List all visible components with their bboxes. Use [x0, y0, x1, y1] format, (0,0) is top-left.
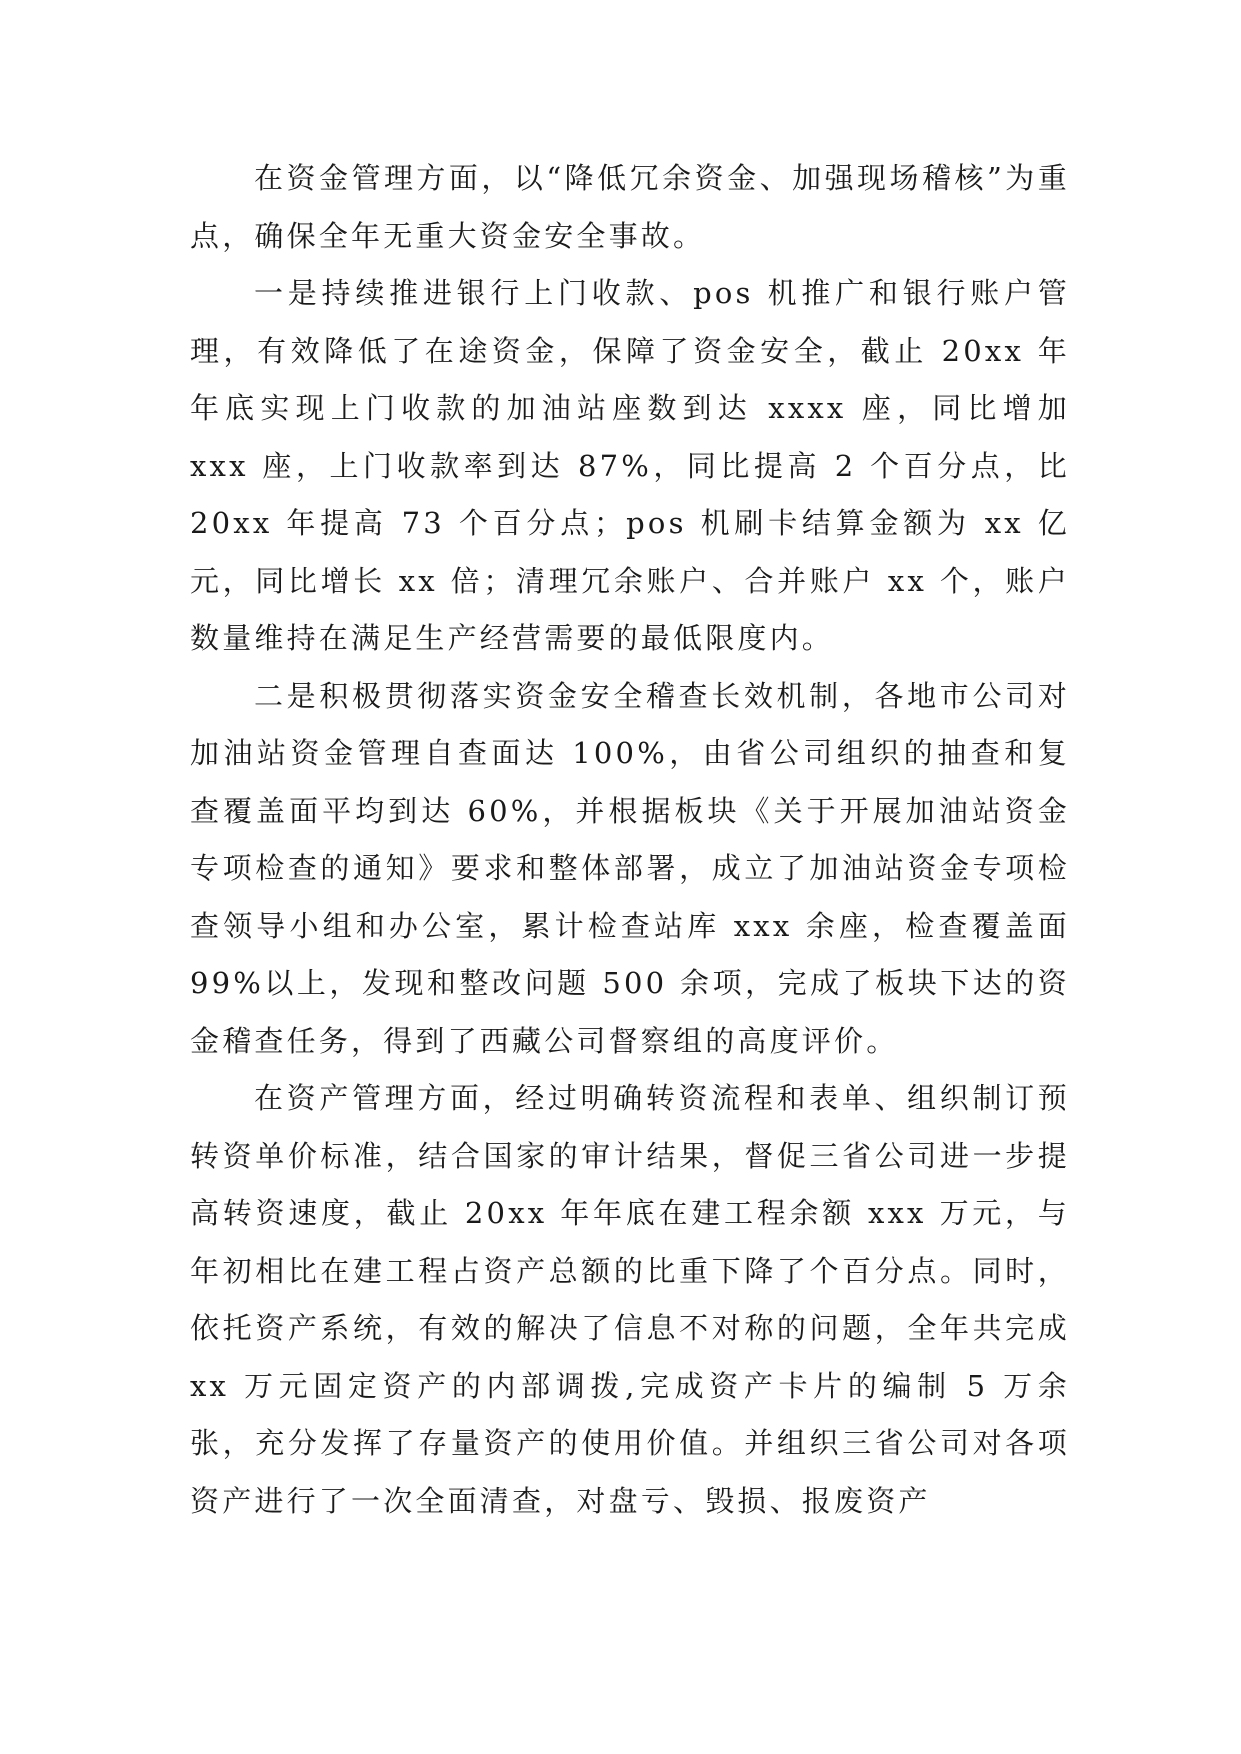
document-body: [190, 150, 1070, 1530]
paragraph-audit-mechanism: 二是积极贯彻落实资金安全稽查长效机制，各地市公司对加油站资金管理自查面达 100%，由省公司组织的抽查和复查覆盖面平均到达 60%，并根据板块《关于开展加油站资金专项检查的通知》要求和整体部署，成立了加油站资金专项检查领导小组和办公室，累计检查站库 xxx 余座，检查覆盖面 99%以上，发现和整改问题 500 余项，完成了板块下达的资金稽查任务，得到了西藏公司督察组的高度评价。: [190, 678, 1070, 1058]
paragraph-funds-management: 在资金管理方面，以“降低冗余资金、加强现场稽核”为重点，确保全年无重大资金安全事故。: [190, 161, 1070, 253]
paragraph-asset-management: 在资产管理方面，经过明确转资流程和表单、组织制订预转资单价标准，结合国家的审计结果，督促三省公司进一步提高转资速度，截止 20xx 年年底在建工程余额 xxx 万元，与年初相比在建工程占资产总额的比重下降了个百分点。同时，依托资产系统，有效的解决了信息不对称的问题，全年共完成 xx 万元固定资产的内部调拨,完成资产卡片的编制 5 万余张，充分发挥了存量资产的使用价值。并组织三省公司对各项资产进行了一次全面清查，对盘亏、毁损、报废资产: [190, 1081, 1070, 1518]
paragraph-bank-collection: 一是持续推进银行上门收款、pos 机推广和银行账户管理，有效降低了在途资金，保障了资金安全，截止 20xx 年年底实现上门收款的加油站座数到达 xxxx 座，同比增加 xxx 座，上门收款率到达 87%，同比提高 2 个百分点，比 20xx 年提高 73 个百分点；pos 机刷卡结算金额为 xx 亿元，同比增长 xx 倍；清理冗余账户、合并账户 xx 个，账户数量维持在满足生产经营需要的最低限度内。: [190, 276, 1070, 655]
